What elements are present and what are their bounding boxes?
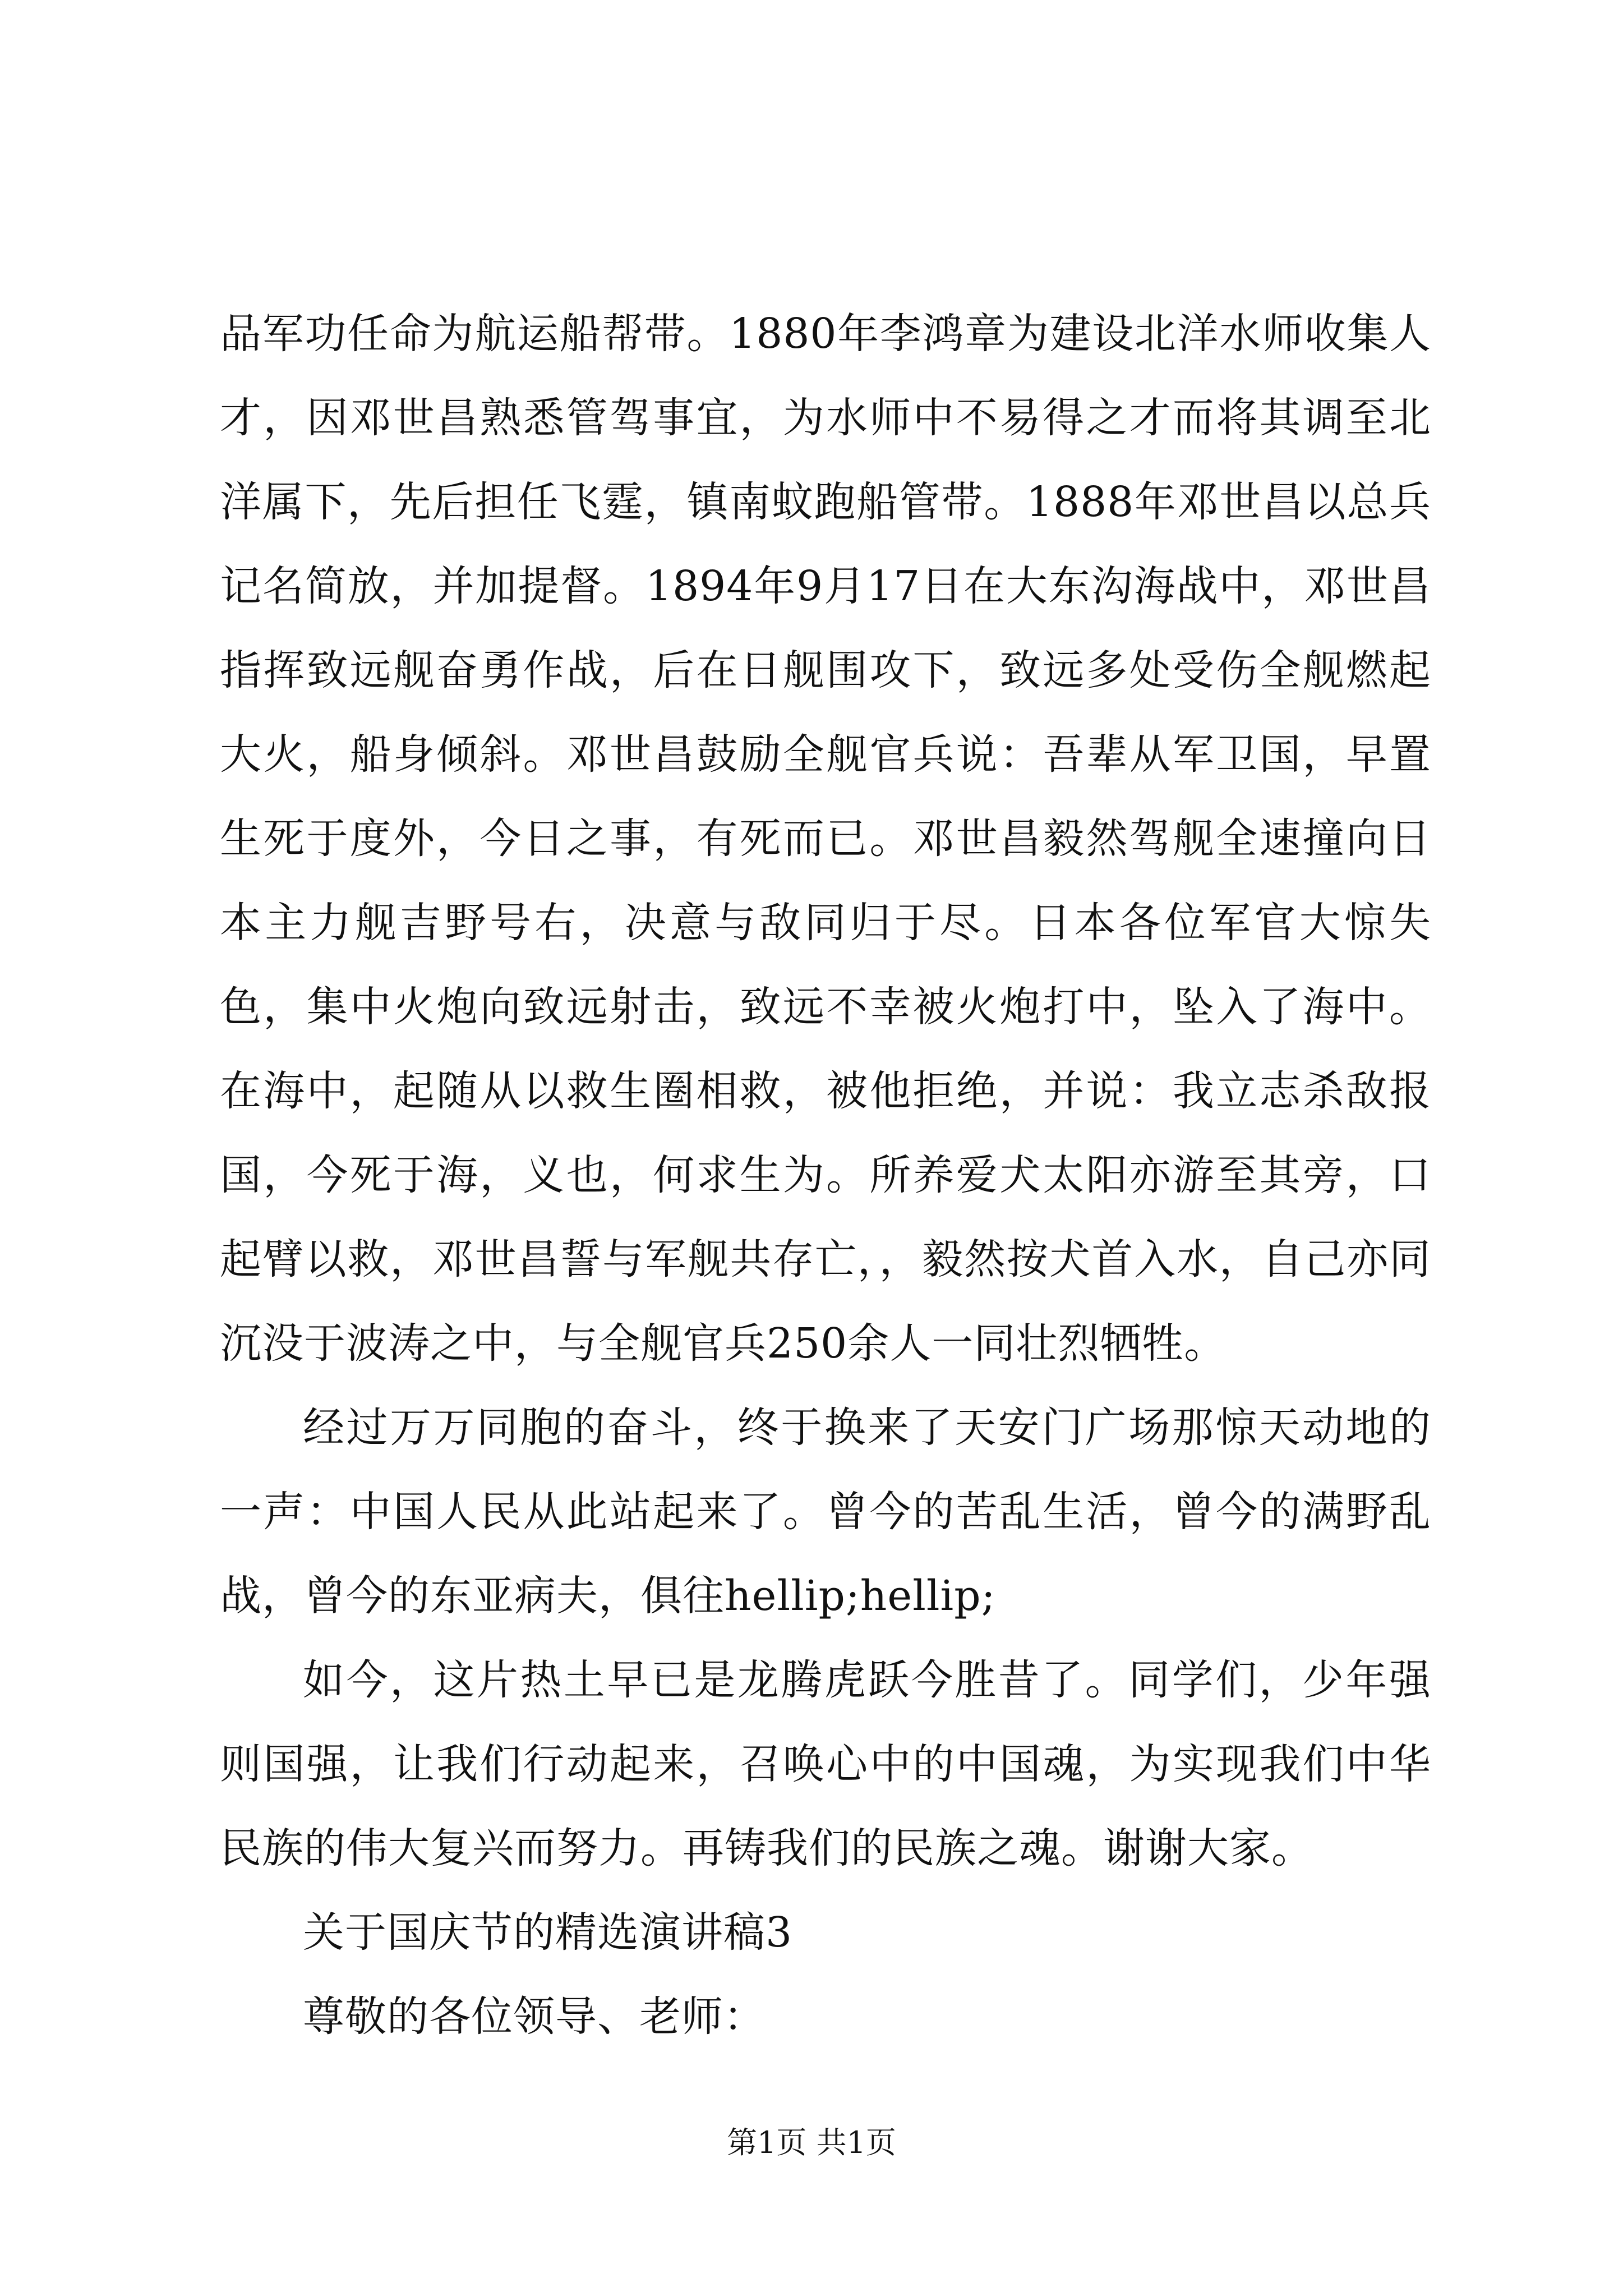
document-body [220, 292, 1431, 2059]
salutation: 尊敬的各位领导、老师： [303, 1993, 766, 2041]
paragraph-2: 经过万万同胞的奋斗，终于换来了天安门广场那惊天动地的一声：中国人民从此站起来了。曾今的苦乱生活，曾今的满野乱战，曾今的东亚病夫，俱往hellip;hellip; [220, 1404, 1431, 1620]
section-heading: 关于国庆节的精选演讲稿3 [303, 1908, 793, 1957]
page-footer: 第1页 共1页 [727, 2125, 896, 2160]
paragraph-3: 如今，这片热土早已是龙腾虎跃今胜昔了。同学们，少年强则国强，让我们行动起来，召唤心中的中国魂，为实现我们中华民族的伟大复兴而努力。再铸我们的民族之魂。谢谢大家。 [220, 1656, 1431, 1872]
paragraph-1: 品军功任命为航运船帮带。1880年李鸿章为建设北洋水师收集人才，因邓世昌熟悉管驾事宜，为水师中不易得之才而将其调至北洋属下，先后担任飞霆，镇南蚊跑船管带。1888年邓世昌以总兵记名简放，并加提督。1894年9月17日在大东沟海战中，邓世昌指挥致远舰奋勇作战，后在日舰围攻下，致远多处受伤全舰燃起大火，船身倾斜。邓世昌鼓励全舰官兵说：吾辈从军卫国，早置生死于度外，今日之事，有死而已。邓世昌毅然驾舰全速撞向日本主力舰吉野号右，决意与敌同归于尽。日本各位军官大惊失色，集中火炮向致远射击，致远不幸被火炮打中，坠入了海中。在海中，起随从以救生圈相救，被他拒绝，并说：我立志杀敌报国，今死于海，义也，何求生为。所养爱犬太阳亦游至其旁，口起臂以救，邓世昌誓与军舰共存亡，，毅然按犬首入水，自己亦同沉没于波涛之中，与全舰官兵250余人一同壮烈牺牲。 [220, 310, 1431, 1368]
